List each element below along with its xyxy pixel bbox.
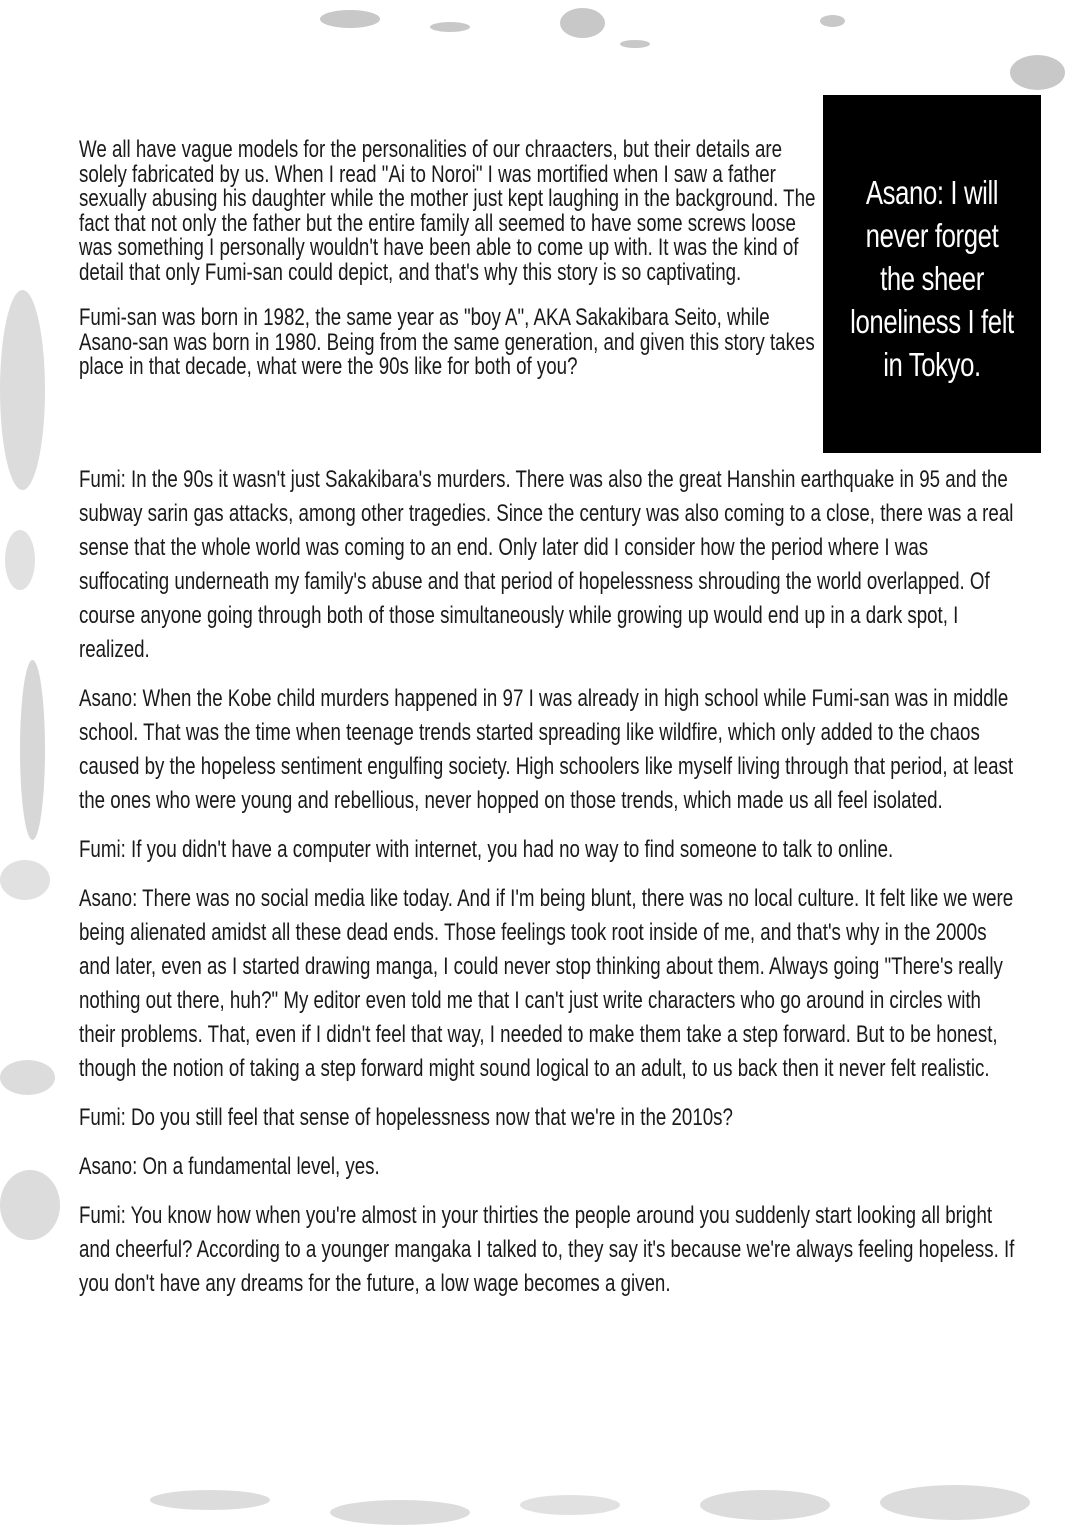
left-grunge-texture <box>0 180 70 1380</box>
top-grunge-texture <box>0 0 1080 90</box>
interview-body <box>79 463 1019 1316</box>
bottom-grunge-texture <box>0 1460 1080 1535</box>
body-paragraph: Fumi: Do you still feel that sense of hopelessness now that we're in the 2010s? <box>79 1104 733 1131</box>
body-paragraph: Fumi: In the 90s it wasn't just Sakakibara's murders. There was also the great Hanshin earthquake in 95 and the subway sarin gas attacks, among other tragedies. Since the century was also coming to a close, there was a real sense that the whole world was coming to an end. Only later did I consider how the period where I was suffocating underneath my family's abuse and that period of hopelessness shrouding the world overlapped. Of course anyone going through both of those simultaneously while growing up would end up in a dark spot, I realized. <box>79 466 1014 663</box>
body-paragraph: Fumi: You know how when you're almost in your thirties the people around you suddenly start looking all bright and cheerful? According to a younger mangaka I talked to, they say it's because we're always feeling hopeless. If you don't have any dreams for the future, a low wage becomes a given. <box>79 1202 1015 1297</box>
pull-quote-text: Asano: I will never forget the sheer loneliness I felt in Tokyo. <box>850 173 1014 383</box>
pull-quote-box <box>823 95 1041 453</box>
body-paragraph: Asano: There was no social media like today. And if I'm being blunt, there was no local culture. It felt like we were being alienated amidst all these dead ends. Those feelings took root inside of me, and that's why in the 2000s and later, even as I started drawing manga, I could never stop thinking about them. Always going "There's really nothing out there, huh?" My editor even told me that I can't just write characters who go around in circles with their problems. That, even if I didn't feel that way, I needed to make them take a step forward. But to be honest, though the notion of taking a step forward might sound logical to an adult, to us back then it never felt realistic. <box>79 885 1014 1082</box>
body-paragraph: Asano: When the Kobe child murders happened in 97 I was already in high school while Fumi-san was in middle school. That was the time when teenage trends started spreading like wildfire, which only added to the chaos caused by the hopeless sentiment engulfing society. High schoolers like myself living through that period, at least the ones who were young and rebellious, never hopped on those trends, which made us all feel isolated. <box>79 685 1014 814</box>
body-paragraph: Asano: On a fundamental level, yes. <box>79 1153 380 1180</box>
intro-column <box>79 138 819 401</box>
body-paragraph: Fumi: If you didn't have a computer with internet, you had no way to find someone to talk to online. <box>79 836 894 863</box>
interviewer-question: Fumi-san was born in 1982, the same year as "boy A", AKA Sakakibara Seito, while Asano-san was born in 1980. Being from the same generation, and given this story takes place in that decade, what were the 90s like for both of you? <box>79 304 815 380</box>
intro-paragraph: We all have vague models for the personalities of our chraacters, but their details are solely fabricated by us. When I read "Ai to Noroi" I was mortified when I saw a father sexually abusing his daughter while the mother just kept laughing in the background. The fact that not only the father but the entire family all seemed to have some screws loose was something I personally wouldn't have been able to come up with. It was the kind of detail that only Fumi-san could depict, and that's why this story is so captivating. <box>79 136 816 286</box>
